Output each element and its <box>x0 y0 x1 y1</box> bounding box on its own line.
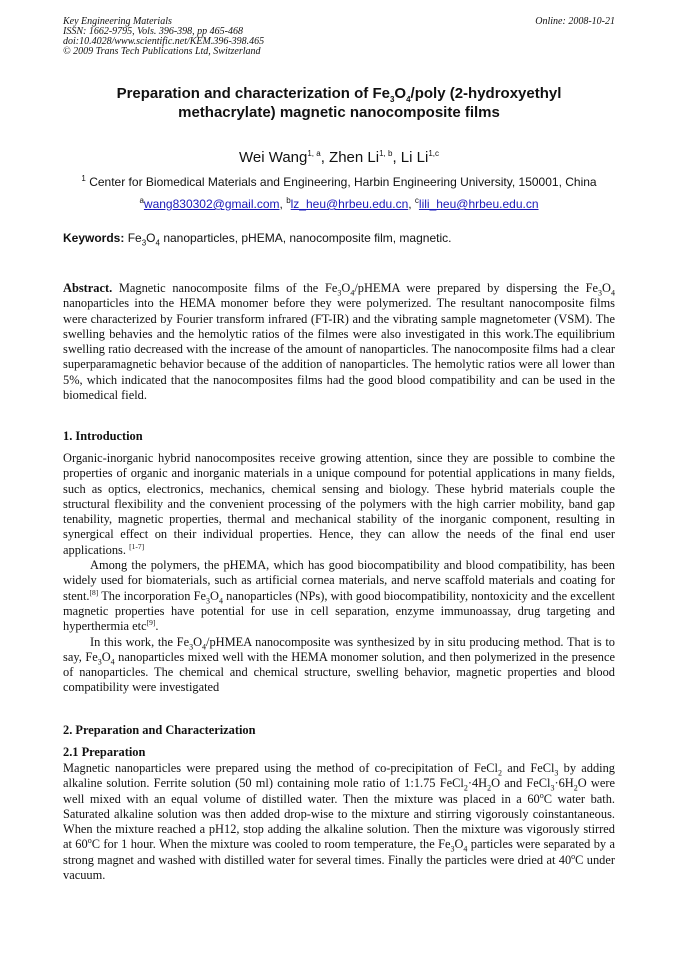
keywords: Keywords: $Fe_3O_4$ nanoparticles, pHEMA, nanocomposite film, magnetic. <box>63 231 452 248</box>
keywords-label: Keywords: <box>63 231 125 245</box>
title-line-2: methacrylate) magnetic nanocomposite films <box>178 104 500 121</box>
author-name: Zhen Li <box>329 149 380 166</box>
section-heading-introduction: 1. Introduction <box>63 429 143 443</box>
email-link-a[interactable]: wang830302@gmail.com <box>143 197 280 211</box>
issn-line: ISSN: 1662-9795, Vols. 396-398, pp 465-468 <box>63 26 243 37</box>
subsection-heading-preparation: 2.1 Preparation <box>63 745 146 759</box>
online-date: Online: 2008-10-21 <box>535 16 615 27</box>
journal-name: Key Engineering Materials <box>63 16 172 27</box>
title-line-1: Preparation and characterization of $Fe_3O_4$/poly (2-hydroxyethyl <box>116 85 562 104</box>
section-heading-preparation: 2. Preparation and Characterization <box>63 723 256 737</box>
abstract: Abstract. Magnetic nanocomposite films of the $Fe_3O_4$/pHEMA were prepared by dispersing the $Fe_3O_4$ nanoparticles into the HEMA monomer before they were polymerized. The resultant nanocomposite films were characterized by Fourier transform infrared (FT-IR) and the vibrating sample magnetometer (VSM). The swelling behavies and the hemolytic ratios of the filmes were also investigated in this work.The equilibrium swelling ratio decreased with the increase of the amount of nanoparticles. The nanocomposite films had a clear superparamagnetic behavior because of the addition of nanoparticles. The hemolytic ratios were all lower than 5%, which indicated that the nanocomposites films had the good blood compatibility and can be used in the biomedical field. <box>63 281 615 403</box>
paper-title <box>60 84 618 122</box>
author-list: Wei Wang$^{1, a}$, Zhen Li$^{1, b}$, Li Li$^{1,c}$ <box>239 149 439 166</box>
email-list: $^a$wang830302@gmail.com, $^b$lz_heu@hrbeu.edu.cn, $^c$lili_heu@hrbeu.edu.cn <box>139 196 539 211</box>
affiliation: $^1$ Center for Biomedical Materials and Engineering, Harbin Engineering University, 150001, China <box>81 174 597 189</box>
author-name: Wei Wang <box>239 149 308 166</box>
paragraph: Magnetic nanoparticles were prepared using the method of co-precipitation of FeCl$_2$ and FeCl$_3$ by adding alkaline solution. Ferrite solution (50 ml) containing mole ratio of 1:1.75 $FeCl_2\cdot 4H_2O$ and $FeCl_3\cdot 6H_2O$ were well mixed with an equal volume of distilled water. Then the mixture was placed in a 60$^o$C water bath. Saturated alkaline solution was then added drop-wise to the mixture and stirring vigorously coinstantaneous. When the mixture reached a pH12, stop adding the alkaline solution. Then the mixture was vigorously stirred at 60$^o$C for 1 hour. When the mixture was cooled to room temperature, the $Fe_3O_4$ particles were separated by a strong magnet and washed with distilled water for several times. Finally the particles were dried at 40$^o$C under vacuum. <box>63 761 616 883</box>
journal-header <box>63 17 615 57</box>
introduction-body <box>63 451 615 696</box>
email-link-c[interactable]: lili_heu@hrbeu.edu.cn <box>418 197 539 211</box>
citation: [8] <box>89 587 99 597</box>
paragraph: Organic-inorganic hybrid nanocomposites receive growing attention, since they are possible to combine the properties of organic and inorganic materials in a unique compound for potential applications in many fields, such as optics, electronics, mechanics, chemical sensing and biology. These hybrid materials couple the structural flexibility and the convenient processing of the polymers with the high carrier mobility, band gap tenability, magnetic properties, thermal and mechanical stability of the inorganic component, resulting in synergical effect on their individual properties. Hence, they can allow the needs of the final end user applications. [1-7] <box>63 451 615 557</box>
abstract-label: Abstract. <box>63 281 113 295</box>
citation: [1-7] <box>129 541 145 551</box>
email-link-b[interactable]: lz_heu@hrbeu.edu.cn <box>290 197 409 211</box>
copyright-line: © 2009 Trans Tech Publications Ltd, Switzerland <box>63 46 261 57</box>
paragraph: Among the polymers, the pHEMA, which has good biocompatibility and blood compatibility, has been widely used for biomaterials, such as artificial cornea materials, and nerve scaffold materials and coating for stent.[8] The incorporation $Fe_3O_4$ nanoparticles (NPs), with good biocompatibility, nontoxicity and the excellent magnetic properties have potential for use in cell separation, enzyme immunoassay, drug targeting and hyperthermia etc[9]. <box>63 558 616 634</box>
preparation-body <box>63 761 615 883</box>
doi-line: doi:10.4028/www.scientific.net/KEM.396-398.465 <box>63 36 265 47</box>
author-name: Li Li <box>400 149 429 166</box>
paragraph: In this work, the $Fe_3O_4$/pHMEA nanocomposite was synthesized by in situ producing method. That is to say, $Fe_3O_4$ nanoparticles mixed well with the HEMA monomer solution, and then polymerized in the presence of nanoparticles. The chemical and chemical structure, swelling behavior, magnetic properties and blood compatibility were investigated <box>63 634 615 695</box>
citation: [9] <box>146 618 156 628</box>
